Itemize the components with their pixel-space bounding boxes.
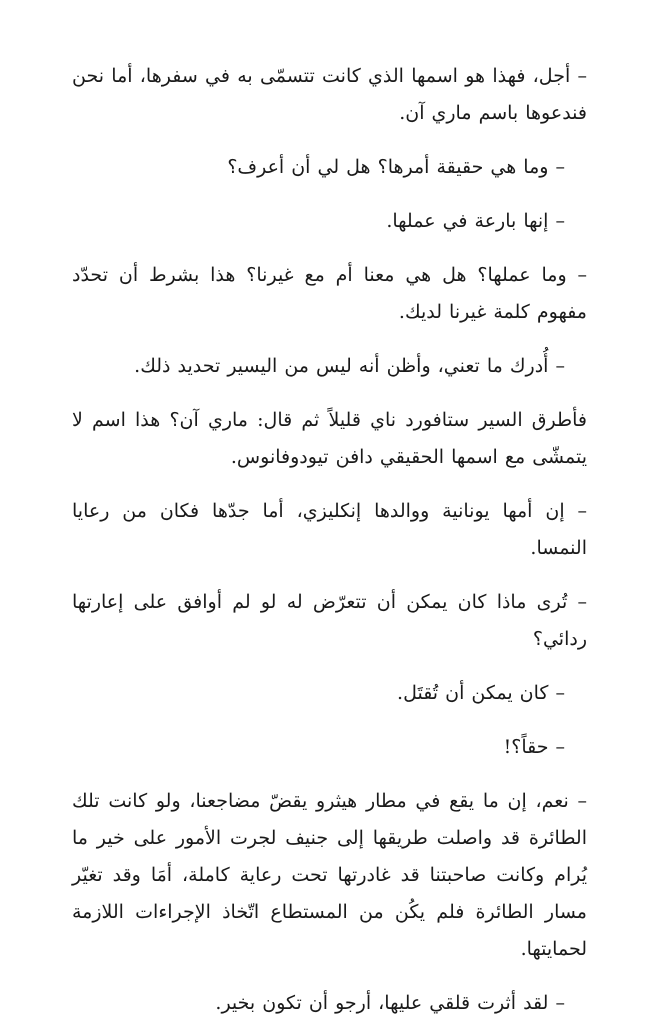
paragraph: – تُرى ماذا كان يمكن أن تتعرّض له لو لم أوافق على إعارتها ردائي؟: [72, 591, 587, 650]
paragraph: – إن أمها يونانية ووالدها إنكليزي، أما جدّها فكان من رعايا النمسا.: [72, 500, 587, 559]
paragraph: – أُدرك ما تعني، وأظن أنه ليس من اليسير تحديد ذلك.: [134, 355, 565, 377]
paragraph: – وما هي حقيقة أمرها؟ هل لي أن أعرف؟: [227, 156, 565, 178]
paragraph: – إنها بارعة في عملها.: [386, 210, 565, 232]
paragraph: – كان يمكن أن تُقتَل.: [397, 682, 565, 704]
paragraph: – وما عملها؟ هل هي معنا أم مع غيرنا؟ هذا بشرط أن تحدّد مفهوم كلمة غيرنا لديك.: [72, 264, 587, 323]
paragraph: – حقاً؟!: [503, 736, 565, 758]
paragraph: – أجل، فهذا هو اسمها الذي كانت تتسمّى به في سفرها، أما نحن فندعوها باسم ماري آن.: [72, 65, 587, 124]
paragraph: فأطرق السير ستافورد ناي قليلاً ثم قال: ماري آن؟ هذا اسم لا يتمشّى مع اسمها الحقيقي دافن تيودوفانوس.: [72, 409, 587, 468]
paragraph: – لقد أثرت قلقي عليها، أرجو أن تكون بخير.: [215, 992, 565, 1014]
paragraph: – نعم، إن ما يقع في مطار هيثرو يقضّ مضاجعنا، ولو كانت تلك الطائرة قد واصلت طريقها إلى جنيف لجرت الأمور على خير ما يُرام وكانت صاحبتنا قد غادرتها تحت رعاية كاملة، أمَا وقد تغيّر مسار الطائرة فلم يكُن من المستطاع اتّخاذ الإجراءات اللازمة لحمايتها.: [72, 790, 587, 960]
